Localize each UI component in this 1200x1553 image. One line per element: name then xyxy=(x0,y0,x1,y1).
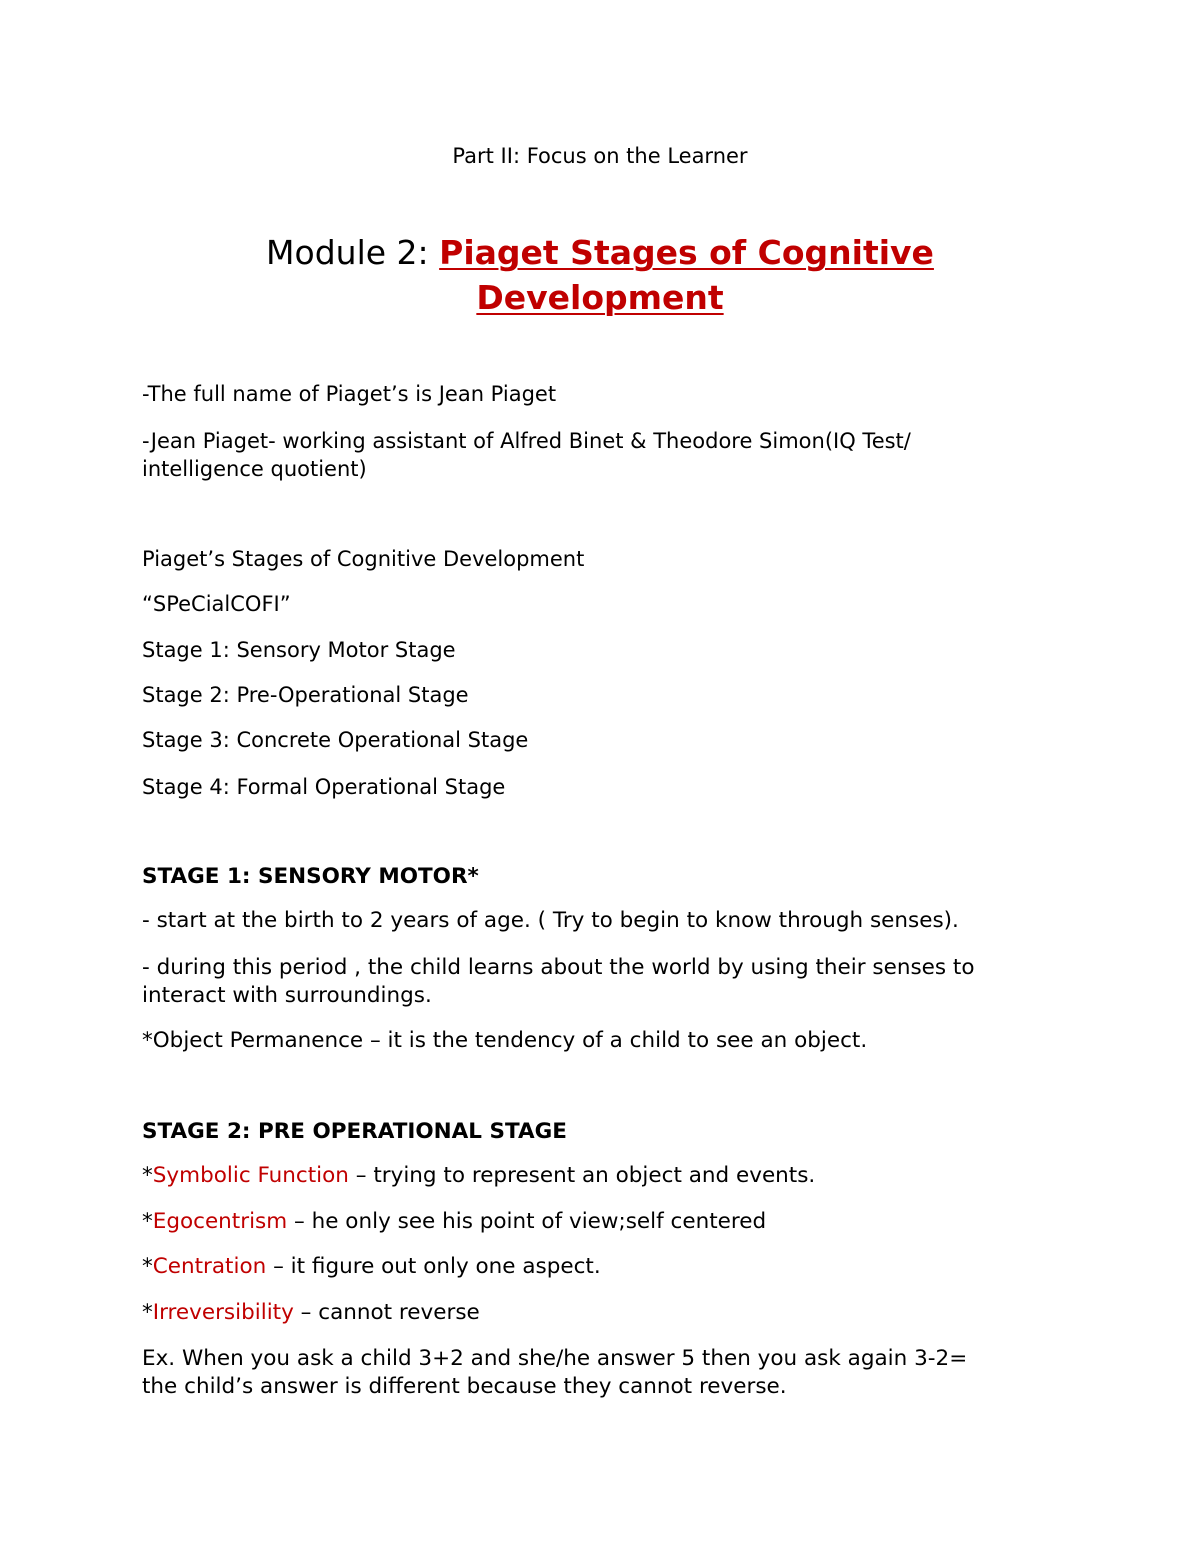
term-description: – it figure out only one aspect. xyxy=(266,1254,601,1279)
stage1-line-2-cont: interact with surroundings. xyxy=(142,983,432,1008)
stage1-line-3: *Object Permanence – it is the tendency of a child to see an object. xyxy=(142,1028,868,1053)
intro-line-2-cont: intelligence quotient) xyxy=(142,457,367,481)
stages-mnemonic: “SPeCialCOFI” xyxy=(142,592,291,616)
stage-list-item: Stage 1: Sensory Motor Stage xyxy=(142,638,456,662)
part-heading: Part II: Focus on the Learner xyxy=(452,144,748,168)
stage2-term-item xyxy=(142,1208,766,1236)
stages-heading: Piaget’s Stages of Cognitive Development xyxy=(142,547,585,571)
stage2-example: Ex. When you ask a child 3+2 and she/he answer 5 then you ask again 3-2= xyxy=(142,1346,968,1371)
module-title-line-2 xyxy=(0,276,1200,320)
term-star: * xyxy=(142,1300,153,1325)
term-name: Irreversibility xyxy=(152,1300,294,1325)
module-title-text-cont: Development xyxy=(476,278,724,317)
stage2-term-item xyxy=(142,1162,815,1190)
stage-list-item: Stage 2: Pre-Operational Stage xyxy=(142,683,469,707)
stage-list-item: Stage 4: Formal Operational Stage xyxy=(142,775,506,799)
module-title-text: Piaget Stages of Cognitive xyxy=(439,233,934,272)
term-name: Egocentrism xyxy=(152,1209,288,1234)
stage1-line-2: - during this period , the child learns about the world by using their senses to xyxy=(142,955,975,980)
stage2-term-item xyxy=(142,1299,480,1327)
stage2-term-item xyxy=(142,1253,601,1281)
stage2-example-cont: the child’s answer is different because they cannot reverse. xyxy=(142,1374,787,1399)
stage1-heading: STAGE 1: SENSORY MOTOR* xyxy=(142,864,479,889)
term-description: – he only see his point of view;self centered xyxy=(287,1209,767,1234)
term-name: Centration xyxy=(152,1254,267,1279)
term-star: * xyxy=(142,1209,153,1234)
term-star: * xyxy=(142,1163,153,1188)
term-description: – trying to represent an object and events. xyxy=(348,1163,816,1188)
intro-line-2: -Jean Piaget- working assistant of Alfred Binet & Theodore Simon(IQ Test/ xyxy=(142,429,911,453)
stage2-heading: STAGE 2: PRE OPERATIONAL STAGE xyxy=(142,1119,567,1144)
intro-line-1: -The full name of Piaget’s is Jean Piaget xyxy=(142,382,557,406)
module-title-line-1 xyxy=(0,231,1200,275)
term-name: Symbolic Function xyxy=(152,1163,349,1188)
term-star: * xyxy=(142,1254,153,1279)
stage1-line-1: - start at the birth to 2 years of age. ( Try to begin to know through senses). xyxy=(142,908,959,933)
term-description: – cannot reverse xyxy=(293,1300,480,1325)
stage-list-item: Stage 3: Concrete Operational Stage xyxy=(142,728,529,752)
module-prefix: Module 2: xyxy=(266,233,440,272)
